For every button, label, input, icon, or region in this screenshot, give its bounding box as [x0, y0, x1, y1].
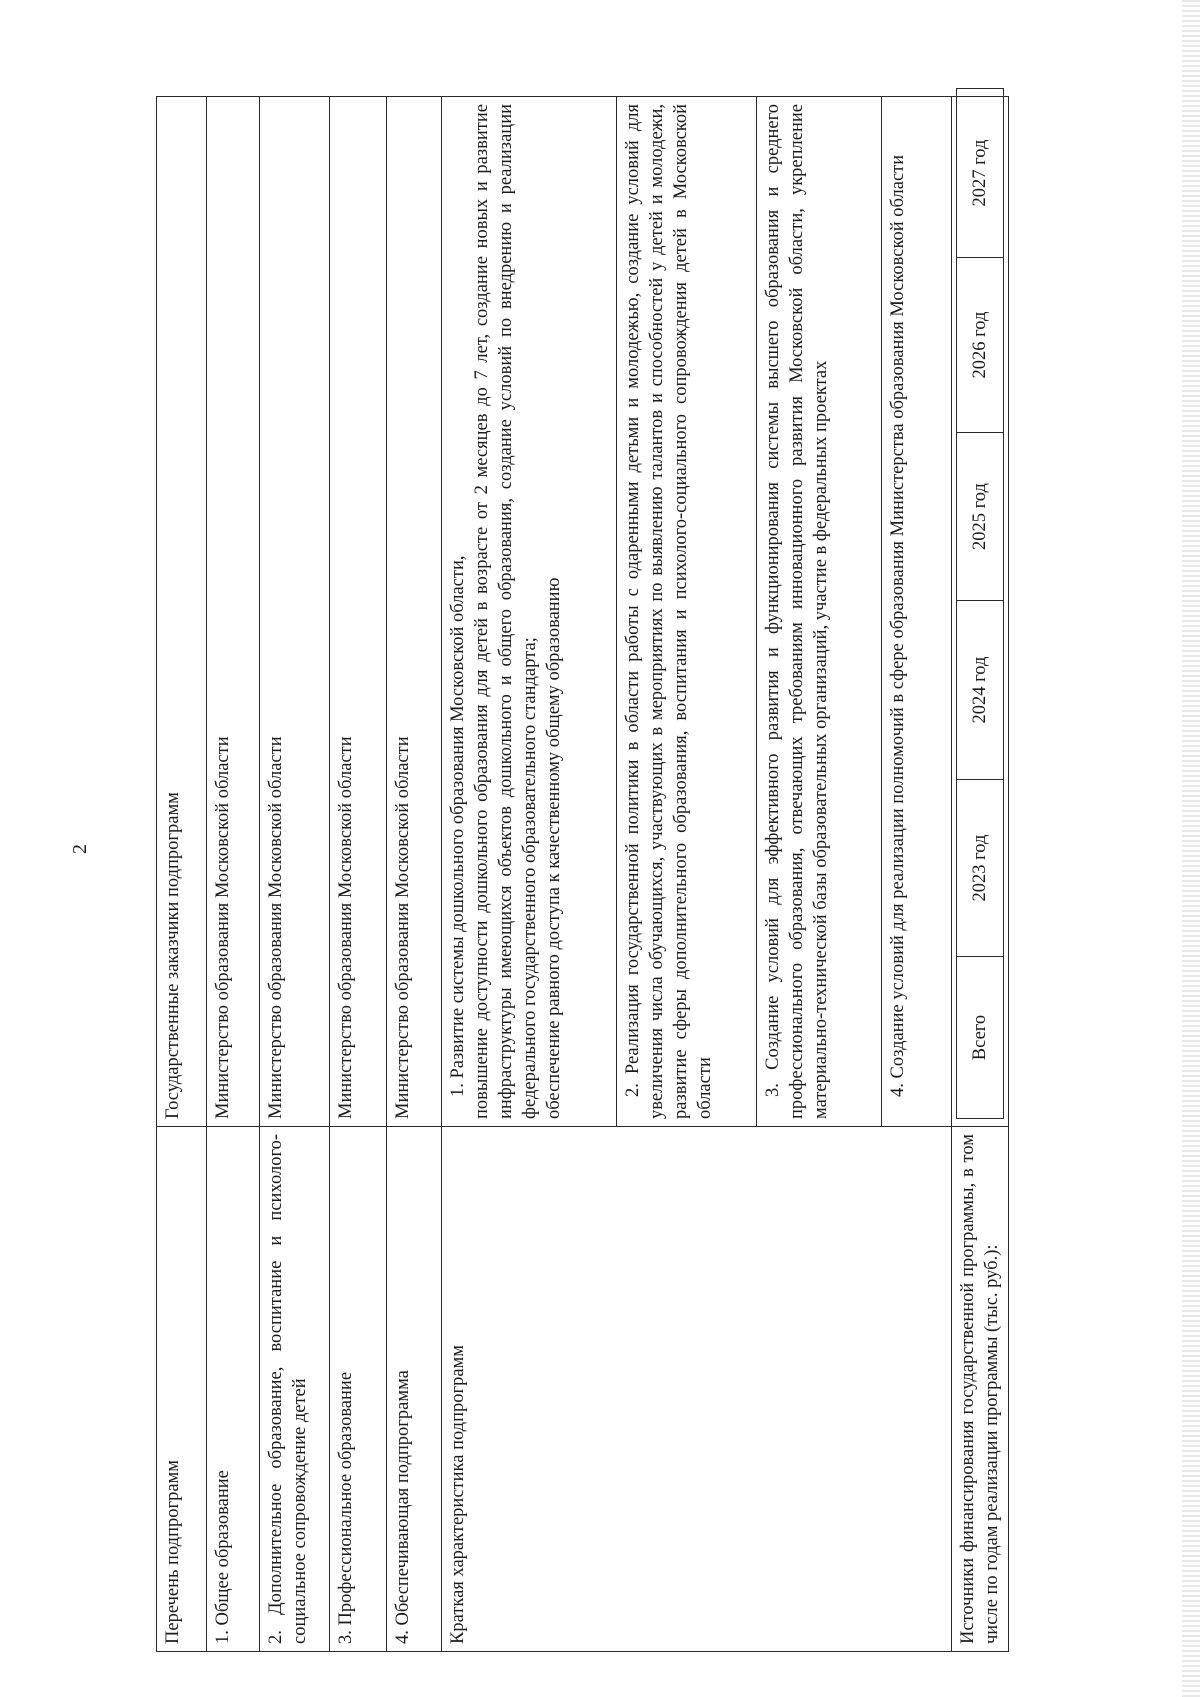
subprogram-2-label: 2. Дополнительное образование, воспитание и психолого-социальное сопровождение детей [260, 1127, 330, 1652]
table-row [387, 97, 442, 1652]
subprogram-4-customer: Министерство образования Московской области [387, 97, 442, 1127]
characteristic-1 [442, 97, 617, 1127]
financing-col-2025: 2025 год [957, 433, 1004, 601]
characteristic-1-line-3: обеспечение равного доступа к качественному общему образованию [544, 577, 565, 1119]
characteristic-1-line-2: повышение доступности дошкольного образования для детей в возрасте от 2 месяцев до 7 лет, создание новых и развитие инфраструктуры имеющихся объектов дошкольного и общего образования, создание условий по внедрению и реализации федерального государственного образовательного стандарта; [472, 104, 541, 1119]
table-row [442, 97, 617, 1652]
financing-years-table [956, 88, 1004, 1119]
subprogram-1-label: 1. Общее образование [207, 1127, 260, 1652]
table-row [260, 97, 330, 1652]
financing-years-cell [952, 97, 1009, 1127]
characteristic-4: 4. Создание условий для реализации полномочий в сфере образования Министерства образования Московской области [882, 97, 952, 1127]
table-row [207, 97, 260, 1652]
page-number: 2 [69, 844, 91, 854]
scan-edge-artifact [1182, 0, 1200, 1697]
subprogram-4-label: 4. Обеспечивающая подпрограмма [387, 1127, 442, 1652]
subprogram-3-customer: Министерство образования Московской области [330, 97, 387, 1127]
subprograms-header-label: Перечень подпрограмм [157, 1127, 207, 1652]
subprogram-1-customer: Министерство образования Московской области [207, 97, 260, 1127]
table-row [157, 97, 207, 1652]
subprogram-3-label: 3. Профессиональное образование [330, 1127, 387, 1652]
financing-col-2027: 2027 год [957, 89, 1004, 258]
subprogram-2-customer: Министерство образования Московской области [260, 97, 330, 1127]
characteristic-3: 3. Создание условий для эффективного развития и функционирования системы высшего образования и среднего профессионального образования, отвечающих требованиям инновационного развития Московской области, укрепление материально-технической базы образовательных организаций, участие в федеральных проектах [757, 97, 882, 1127]
financing-col-2026: 2026 год [957, 258, 1004, 433]
financing-label: Источники финансирования государственной программы, в том числе по годам реализации программы (тыс. руб.): [952, 1127, 1009, 1652]
financing-col-2024: 2024 год [957, 601, 1004, 780]
characteristic-1-line-1: 1. Развитие системы дошкольного образования Московской области, [448, 555, 468, 1097]
characteristics-label: Краткая характеристика подпрограмм [442, 1127, 952, 1652]
table-row [952, 97, 1009, 1652]
rotated-page-content [156, 97, 1003, 1652]
characteristic-2: 2. Реализация государственной политики в области работы с одаренными детьми и молодежью, создание условий для увеличения числа обучающихся, участвующих в мероприятиях по выявлению талантов и способностей у детей и молодежи, развитие сферы дополнительного образования, воспитания и психолого-социального сопровождения детей в Московской области [617, 97, 757, 1127]
financing-col-2023: 2023 год [957, 780, 1004, 957]
financing-col-total: Всего [957, 957, 1004, 1119]
program-passport-table [156, 96, 1009, 1652]
table-row [330, 97, 387, 1652]
subprograms-header-value: Государственные заказчики подпрограмм [157, 97, 207, 1127]
